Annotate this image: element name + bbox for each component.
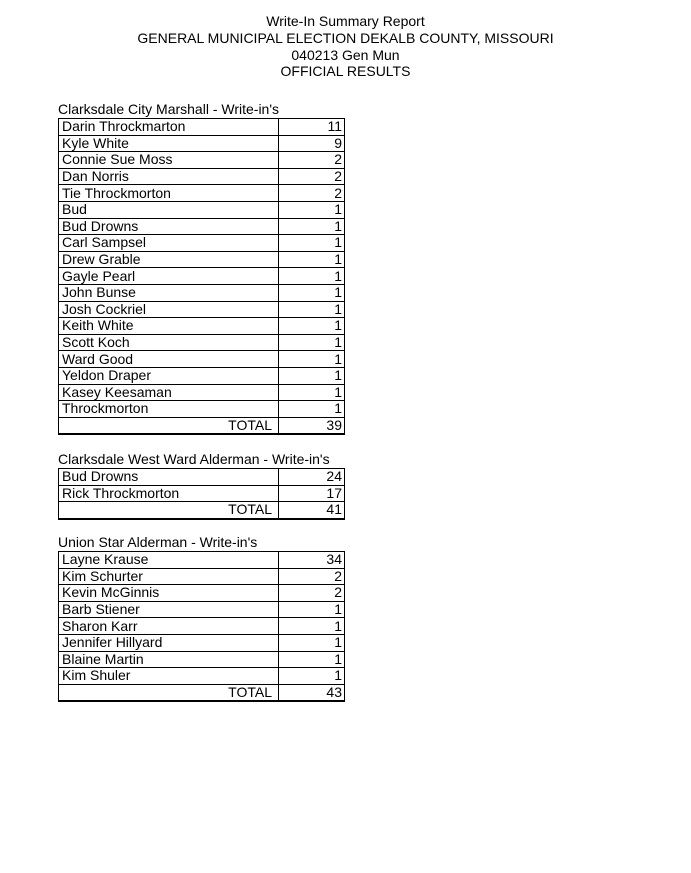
vote-count: 1 [279, 284, 345, 301]
table-row [59, 284, 345, 301]
table-row [59, 568, 345, 585]
table-row [59, 218, 345, 235]
candidate-name: Sharon Karr [59, 618, 279, 635]
table-row [59, 318, 345, 335]
candidate-name: Kim Schurter [59, 568, 279, 585]
table-row [59, 384, 345, 401]
total-label: TOTAL [59, 502, 279, 519]
table-row [59, 469, 345, 486]
candidate-name: Throckmorton [59, 401, 279, 418]
table-row [59, 351, 345, 368]
table-row [59, 552, 345, 569]
vote-count: 2 [279, 152, 345, 169]
candidate-name: Kevin McGinnis [59, 585, 279, 602]
election-name: GENERAL MUNICIPAL ELECTION DEKALB COUNTY, MISSOURI [137, 29, 554, 46]
vote-count: 1 [279, 618, 345, 635]
vote-count: 34 [279, 552, 345, 569]
candidate-name: Jennifer Hillyard [59, 634, 279, 651]
report-title: Write-In Summary Report [266, 13, 425, 29]
table-row [59, 585, 345, 602]
candidate-name: Tie Throckmorton [59, 185, 279, 202]
vote-count: 1 [279, 318, 345, 335]
candidate-name: Bud [59, 201, 279, 218]
candidate-name: Drew Grable [59, 251, 279, 268]
candidate-name: Darin Throckmarton [59, 119, 279, 136]
table-row [59, 251, 345, 268]
section-city-marshall [58, 101, 345, 435]
total-row [59, 417, 345, 434]
results-status: OFFICIAL RESULTS [280, 63, 411, 80]
candidate-name: Carl Sampsel [59, 235, 279, 252]
candidate-name: Kim Shuler [59, 668, 279, 685]
candidate-name: Kasey Keesaman [59, 384, 279, 401]
table-row [59, 185, 345, 202]
table-row [59, 168, 345, 185]
candidate-name: Gayle Pearl [59, 268, 279, 285]
total-row [59, 684, 345, 701]
table-row [59, 634, 345, 651]
candidate-name: Josh Cockriel [59, 301, 279, 318]
section-union-star-alderman [58, 534, 345, 702]
table-row [59, 651, 345, 668]
vote-count: 9 [279, 135, 345, 152]
vote-count: 24 [279, 469, 345, 486]
vote-count: 1 [279, 401, 345, 418]
candidate-name: Scott Koch [59, 334, 279, 351]
vote-count: 1 [279, 201, 345, 218]
candidate-name: Dan Norris [59, 168, 279, 185]
table-row [59, 268, 345, 285]
table-row [59, 152, 345, 169]
results-table [58, 118, 345, 435]
candidate-name: Blaine Martin [59, 651, 279, 668]
table-row [59, 367, 345, 384]
vote-count: 1 [279, 218, 345, 235]
table-row [59, 201, 345, 218]
results-table [58, 468, 345, 520]
report-header [0, 13, 691, 80]
total-row [59, 502, 345, 519]
candidate-name: John Bunse [59, 284, 279, 301]
vote-count: 2 [279, 168, 345, 185]
vote-count: 1 [279, 384, 345, 401]
vote-count: 1 [279, 668, 345, 685]
table-row [59, 485, 345, 502]
candidate-name: Keith White [59, 318, 279, 335]
vote-count: 1 [279, 351, 345, 368]
candidate-name: Yeldon Draper [59, 367, 279, 384]
total-label: TOTAL [59, 684, 279, 701]
candidate-name: Ward Good [59, 351, 279, 368]
candidate-name: Kyle White [59, 135, 279, 152]
table-row [59, 119, 345, 136]
table-row [59, 235, 345, 252]
vote-count: 2 [279, 185, 345, 202]
vote-count: 11 [279, 119, 345, 136]
vote-count: 2 [279, 568, 345, 585]
results-table [58, 551, 345, 702]
vote-count: 1 [279, 334, 345, 351]
table-row [59, 135, 345, 152]
total-votes: 41 [279, 502, 345, 519]
table-row [59, 401, 345, 418]
table-row [59, 618, 345, 635]
vote-count: 1 [279, 301, 345, 318]
vote-count: 1 [279, 651, 345, 668]
vote-count: 2 [279, 585, 345, 602]
total-votes: 39 [279, 417, 345, 434]
vote-count: 1 [279, 251, 345, 268]
table-row [59, 301, 345, 318]
vote-count: 1 [279, 634, 345, 651]
section-title: Clarksdale West Ward Alderman - Write-in's [58, 451, 330, 467]
section-title: Clarksdale City Marshall - Write-in's [58, 101, 280, 117]
candidate-name: Barb Stiener [59, 601, 279, 618]
section-title: Union Star Alderman - Write-in's [58, 534, 258, 550]
vote-count: 1 [279, 367, 345, 384]
section-west-ward-alderman [58, 451, 345, 520]
total-votes: 43 [279, 684, 345, 701]
vote-count: 1 [279, 235, 345, 252]
total-label: TOTAL [59, 417, 279, 434]
vote-count: 1 [279, 268, 345, 285]
candidate-name: Bud Drowns [59, 218, 279, 235]
election-code: 040213 Gen Mun [291, 46, 400, 63]
candidate-name: Connie Sue Moss [59, 152, 279, 169]
vote-count: 17 [279, 485, 345, 502]
vote-count: 1 [279, 601, 345, 618]
candidate-name: Rick Throckmorton [59, 485, 279, 502]
table-row [59, 601, 345, 618]
table-row [59, 334, 345, 351]
table-row [59, 668, 345, 685]
candidate-name: Bud Drowns [59, 469, 279, 486]
candidate-name: Layne Krause [59, 552, 279, 569]
